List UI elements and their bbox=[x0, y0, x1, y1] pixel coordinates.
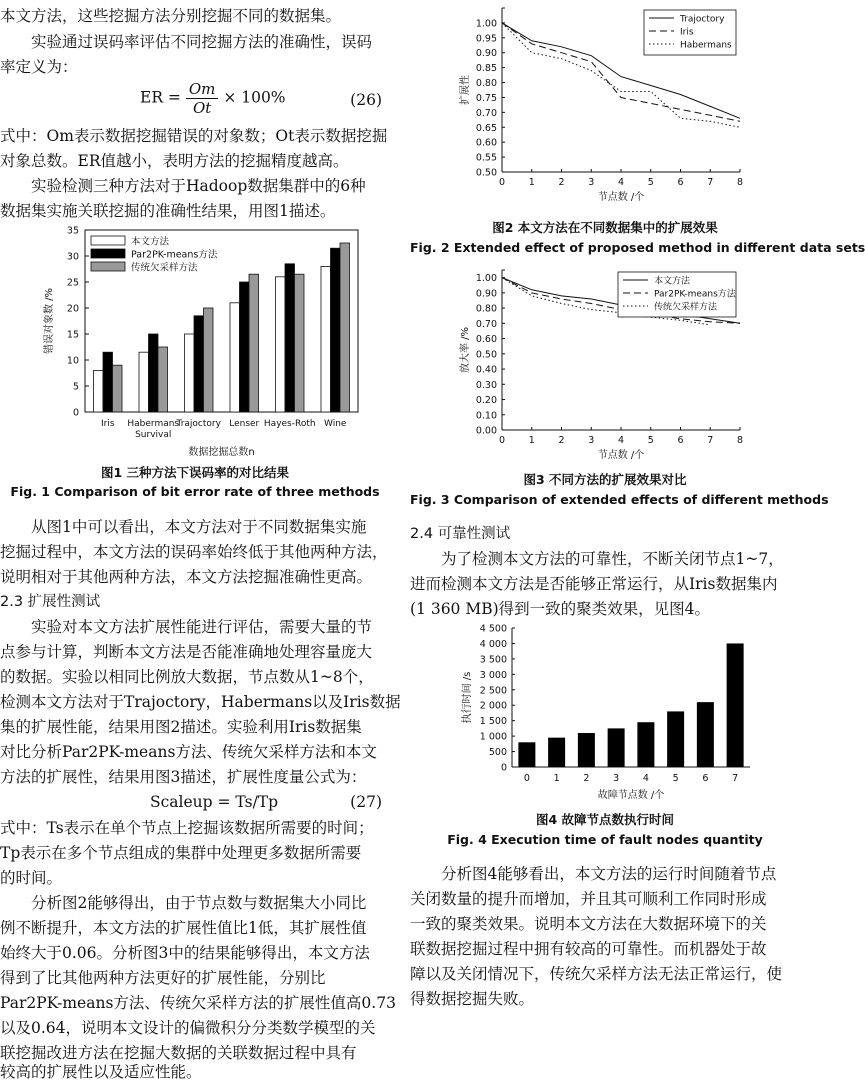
bar bbox=[230, 303, 240, 412]
figure-2-caption-en: Fig. 2 Extended effect of proposed method in different data sets bbox=[410, 240, 865, 255]
x-tick-label: 3 bbox=[588, 177, 595, 188]
equation-26 bbox=[140, 80, 286, 117]
x-tick-label: Habermans bbox=[127, 419, 180, 429]
x-tick-label: 7 bbox=[707, 177, 714, 188]
x-axis-label: 节点数 /个 bbox=[597, 450, 645, 461]
x-tick-label: Iris bbox=[100, 419, 115, 429]
paragraph-line: 检测本文方法对于Trajoctory，Habermans以及Iris数据 bbox=[0, 693, 401, 711]
figure-4-caption-en: Fig. 4 Execution time of fault nodes quantity bbox=[447, 832, 763, 847]
bar bbox=[578, 733, 595, 767]
x-axis-label: 故障节点数 /个 bbox=[597, 790, 665, 801]
x-tick-label: Hayes-Roth bbox=[263, 419, 316, 429]
bar bbox=[321, 266, 331, 412]
x-tick-label: 2 bbox=[558, 435, 565, 446]
legend-label: 本文方法 bbox=[654, 276, 691, 287]
y-tick-label: 1.00 bbox=[475, 273, 497, 285]
x-tick-label: 0 bbox=[523, 773, 530, 784]
bar bbox=[295, 274, 305, 412]
y-axis-label: 执行时间 /s bbox=[462, 671, 473, 724]
paragraph-line: 说明相对于其他两种方法，本文方法挖掘准确性更高。 bbox=[0, 568, 373, 586]
x-tick-label: Trajoctory bbox=[176, 419, 221, 429]
bar bbox=[249, 274, 259, 412]
bar bbox=[548, 738, 565, 767]
x-tick-label: 7 bbox=[707, 435, 714, 446]
y-tick-label: 0.80 bbox=[475, 78, 497, 90]
figure-3-caption-cn: 图3 不同方法的扩展效果对比 bbox=[523, 472, 687, 487]
y-tick-label: 3 500 bbox=[479, 654, 507, 666]
bar bbox=[637, 722, 654, 767]
y-tick-label: 0.20 bbox=[475, 395, 497, 407]
y-axis-label: 放大率 /% bbox=[460, 326, 471, 374]
bar bbox=[340, 243, 350, 412]
paragraph-line: 实验通过误码率评估不同挖掘方法的准确性，误码 bbox=[31, 33, 373, 51]
y-tick-label: 0.60 bbox=[475, 137, 497, 149]
paragraph-line: 一致的聚类效果。说明本文方法在大数据环境下的关 bbox=[410, 915, 767, 933]
y-tick-label: 0.10 bbox=[475, 410, 497, 422]
x-tick-label: 0 bbox=[498, 177, 506, 188]
bar bbox=[727, 643, 744, 767]
section-heading-2-4: 2.4 可靠性测试 bbox=[410, 526, 511, 542]
paragraph-line: 式中：Om表示数据挖掘错误的对象数；Ot表示数据挖掘 bbox=[0, 127, 388, 145]
paragraph-line: 分析图4能够看出，本文方法的运行时间随着节点 bbox=[441, 865, 777, 883]
figure-3-chart bbox=[460, 262, 760, 467]
legend-label: Par2PK-means方法 bbox=[131, 249, 218, 261]
plot-frame bbox=[85, 230, 358, 412]
y-tick-label: 500 bbox=[488, 747, 507, 759]
figure-2-chart bbox=[460, 2, 760, 212]
paragraph-line: 从图1中可以看出，本文方法对于不同数据集实施 bbox=[31, 518, 367, 536]
paragraph-line: 联挖掘改进方法在挖掘大数据的关联数据过程中具有 bbox=[0, 1044, 357, 1062]
paragraph-line: 联数据挖掘过程中拥有较高的可靠性。而机器处于故 bbox=[410, 940, 767, 958]
legend-label: Iris bbox=[680, 27, 694, 38]
y-tick-label: 0.85 bbox=[475, 63, 497, 75]
y-tick-label: 4 500 bbox=[479, 623, 507, 635]
x-axis-label: 节点数 /个 bbox=[597, 192, 645, 203]
paragraph-line: 实验对本文方法扩展性能进行评估，需要大量的节 bbox=[31, 618, 373, 636]
paragraph-line: 进而检测本文方法是否能够正常运行，从Iris数据集内 bbox=[410, 575, 778, 593]
paragraph-line: 数据集实施关联挖掘的准确性结果，用图1描述。 bbox=[0, 202, 336, 220]
equation-rhs: × 100% bbox=[223, 88, 286, 107]
equation-number: (27) bbox=[350, 793, 382, 811]
paragraph-line: 方法的扩展性，结果用图3描述，扩展性度量公式为： bbox=[0, 768, 367, 786]
bar bbox=[331, 248, 341, 412]
y-tick-label: 3 000 bbox=[479, 669, 507, 681]
paragraph-line: 得到了比其他两种方法更好的扩展性能，分别比 bbox=[0, 969, 326, 987]
legend-label: 传统欠采样方法 bbox=[131, 262, 198, 274]
y-tick-label: 2 500 bbox=[479, 685, 507, 697]
x-tick-label: Lenser bbox=[229, 419, 260, 429]
paragraph-line: 分析图2能够得出，由于节点数与数据集大小同比 bbox=[31, 894, 367, 912]
paragraph-line: 始终大于0.06。分析图3中的结果能够得出，本文方法 bbox=[0, 944, 370, 962]
bar bbox=[518, 742, 535, 767]
x-tick-label: 1 bbox=[553, 773, 560, 784]
bar bbox=[240, 282, 250, 412]
y-tick-label: 5 bbox=[72, 381, 79, 393]
y-tick-label: 0.65 bbox=[475, 122, 497, 134]
figure-1-chart bbox=[40, 222, 370, 462]
paragraph-line: 点参与计算，判断本文方法是否能准确地处理容量庞大 bbox=[0, 643, 373, 661]
y-tick-label: 4 000 bbox=[479, 638, 507, 650]
bar bbox=[185, 334, 195, 412]
y-tick-label: 0.00 bbox=[475, 425, 497, 437]
x-tick-label: Wine bbox=[324, 419, 347, 429]
x-tick-label: 8 bbox=[736, 177, 744, 188]
bar bbox=[194, 316, 204, 412]
y-tick-label: 0.50 bbox=[475, 167, 497, 179]
bar bbox=[113, 365, 123, 412]
x-tick-label: 6 bbox=[702, 773, 709, 784]
x-tick-label: 8 bbox=[736, 435, 744, 446]
paragraph-line: 本文方法，这些挖掘方法分别挖掘不同的数据集。 bbox=[0, 7, 342, 25]
x-tick-label: 5 bbox=[672, 773, 679, 784]
y-tick-label: 0.90 bbox=[475, 48, 497, 60]
y-tick-label: 35 bbox=[66, 225, 79, 237]
x-axis-label: 数据挖掘总数n bbox=[188, 447, 255, 458]
paragraph-line: 实验检测三种方法对于Hadoop数据集群中的6种 bbox=[31, 177, 366, 195]
paragraph-line: 较高的扩展性以及适应性能。 bbox=[0, 1063, 202, 1081]
figure-1-caption-en: Fig. 1 Comparison of bit error rate of three methods bbox=[10, 484, 380, 499]
y-tick-label: 0 bbox=[72, 407, 79, 419]
y-tick-label: 0.40 bbox=[475, 364, 497, 376]
y-tick-label: 0.80 bbox=[475, 303, 497, 315]
paragraph-line: (1 360 MB)得到一致的聚类效果，见图4。 bbox=[410, 600, 711, 618]
y-tick-label: 1.00 bbox=[475, 18, 497, 30]
bar bbox=[667, 711, 684, 767]
x-tick-label: 0 bbox=[498, 435, 506, 446]
paragraph-line: 挖掘过程中，本文方法的误码率始终低于其他两种方法， bbox=[0, 543, 388, 561]
x-tick-label: 4 bbox=[617, 177, 625, 188]
y-tick-label: 0 bbox=[500, 762, 507, 774]
y-axis-label: 错误对象数 /% bbox=[44, 287, 55, 355]
legend-label: Habermans bbox=[680, 40, 732, 51]
x-tick-label: 7 bbox=[732, 773, 739, 784]
y-tick-label: 0.30 bbox=[475, 379, 497, 391]
x-tick-label: Survival bbox=[135, 430, 172, 440]
fraction-numerator: Om bbox=[186, 80, 219, 99]
y-tick-label: 0.50 bbox=[475, 349, 497, 361]
x-tick-label: 3 bbox=[613, 773, 620, 784]
bar bbox=[204, 308, 214, 412]
paragraph-line: Tp表示在多个节点组成的集群中处理更多数据所需要 bbox=[0, 844, 362, 862]
paragraph-line: 对比分析Par2PK-means方法、传统欠采样方法和本文 bbox=[0, 743, 377, 761]
paragraph-line: Par2PK-means方法、传统欠采样方法的扩展性值高0.73 bbox=[0, 994, 396, 1012]
y-tick-label: 0.90 bbox=[475, 288, 497, 300]
y-tick-label: 0.70 bbox=[475, 318, 497, 330]
y-tick-label: 0.70 bbox=[475, 107, 497, 119]
x-tick-label: 4 bbox=[617, 435, 625, 446]
bar bbox=[149, 334, 159, 412]
y-tick-label: 25 bbox=[66, 277, 79, 289]
y-tick-label: 0.60 bbox=[475, 334, 497, 346]
bar bbox=[608, 728, 625, 767]
y-tick-label: 1 500 bbox=[479, 716, 507, 728]
legend-swatch bbox=[91, 236, 125, 245]
y-tick-label: 0.55 bbox=[475, 152, 497, 164]
equation-number: (26) bbox=[350, 91, 382, 109]
x-tick-label: 6 bbox=[677, 435, 684, 446]
x-tick-label: 5 bbox=[647, 177, 654, 188]
paragraph-line: 以及0.64，说明本文设计的偏微积分分类数学模型的关 bbox=[0, 1019, 376, 1037]
section-heading-2-3: 2.3 扩展性测试 bbox=[0, 594, 101, 610]
equation-fraction bbox=[186, 80, 219, 117]
paragraph-line: 集的扩展性能，结果用图2描述。实验利用Iris数据集 bbox=[0, 718, 362, 736]
x-tick-label: 5 bbox=[647, 435, 654, 446]
figure-1-caption-cn: 图1 三种方法下误码率的对比结果 bbox=[100, 465, 290, 480]
x-tick-label: 6 bbox=[677, 177, 684, 188]
paragraph-line: 障以及关闭情况下，传统欠采样方法无法正常运行，使 bbox=[410, 965, 783, 983]
paragraph-line: 率定义为： bbox=[0, 58, 78, 76]
paragraph-line: 关闭数量的提升而增加，并且其可顺利工作同时形成 bbox=[410, 890, 767, 908]
paragraph-line: 例不断提升，本文方法的扩展性值比1低，其扩展性值 bbox=[0, 919, 367, 937]
figure-4-caption-cn: 图4 故障节点数执行时间 bbox=[535, 812, 675, 827]
x-tick-label: 3 bbox=[588, 435, 595, 446]
bar bbox=[139, 352, 149, 412]
legend-swatch bbox=[91, 262, 125, 271]
figure-4-chart bbox=[460, 622, 760, 807]
x-tick-label: 1 bbox=[528, 435, 535, 446]
paragraph-line: 的时间。 bbox=[0, 869, 63, 887]
bar bbox=[158, 347, 168, 412]
fraction-denominator: Ot bbox=[192, 99, 212, 117]
legend-label: Trajoctory bbox=[680, 14, 725, 25]
y-tick-label: 15 bbox=[66, 329, 79, 341]
bar bbox=[697, 702, 714, 767]
x-tick-label: 2 bbox=[583, 773, 590, 784]
y-tick-label: 30 bbox=[66, 251, 79, 263]
bar bbox=[285, 264, 295, 412]
legend-label: Par2PK-means方法 bbox=[654, 289, 736, 300]
y-tick-label: 1 000 bbox=[479, 731, 507, 743]
y-tick-label: 0.95 bbox=[475, 33, 497, 45]
equation-lhs: ER = bbox=[140, 88, 181, 107]
y-axis-label: 扩展性 bbox=[460, 75, 471, 105]
equation-27: Scaleup = Ts/Tp bbox=[150, 793, 279, 811]
x-tick-label: 1 bbox=[528, 177, 535, 188]
legend-swatch bbox=[91, 249, 125, 258]
bar bbox=[94, 370, 104, 412]
legend-label: 本文方法 bbox=[131, 236, 170, 248]
figure-3-caption-en: Fig. 3 Comparison of extended effects of different methods bbox=[410, 492, 829, 507]
paragraph-line: 式中：Ts表示在单个节点上挖掘该数据所需要的时间； bbox=[0, 819, 374, 837]
legend-label: 传统欠采样方法 bbox=[654, 302, 718, 313]
bar bbox=[103, 352, 113, 412]
bar bbox=[276, 277, 286, 412]
y-tick-label: 20 bbox=[66, 303, 79, 315]
y-tick-label: 10 bbox=[66, 355, 79, 367]
paragraph-line: 的数据。实验以相同比例放大数据，节点数从1~8个， bbox=[0, 668, 374, 686]
paragraph-line: 为了检测本文方法的可靠性，不断关闭节点1~7， bbox=[441, 550, 784, 568]
y-tick-label: 0.75 bbox=[475, 92, 497, 104]
paragraph-line: 得数据挖掘失败。 bbox=[410, 990, 535, 1008]
x-tick-label: 4 bbox=[642, 773, 649, 784]
paragraph-line: 对象总数。ER值越小，表明方法的挖掘精度越高。 bbox=[0, 152, 349, 170]
figure-2-caption-cn: 图2 本文方法在不同数据集中的扩展效果 bbox=[492, 220, 718, 235]
y-tick-label: 2 000 bbox=[479, 700, 507, 712]
x-tick-label: 2 bbox=[558, 177, 565, 188]
